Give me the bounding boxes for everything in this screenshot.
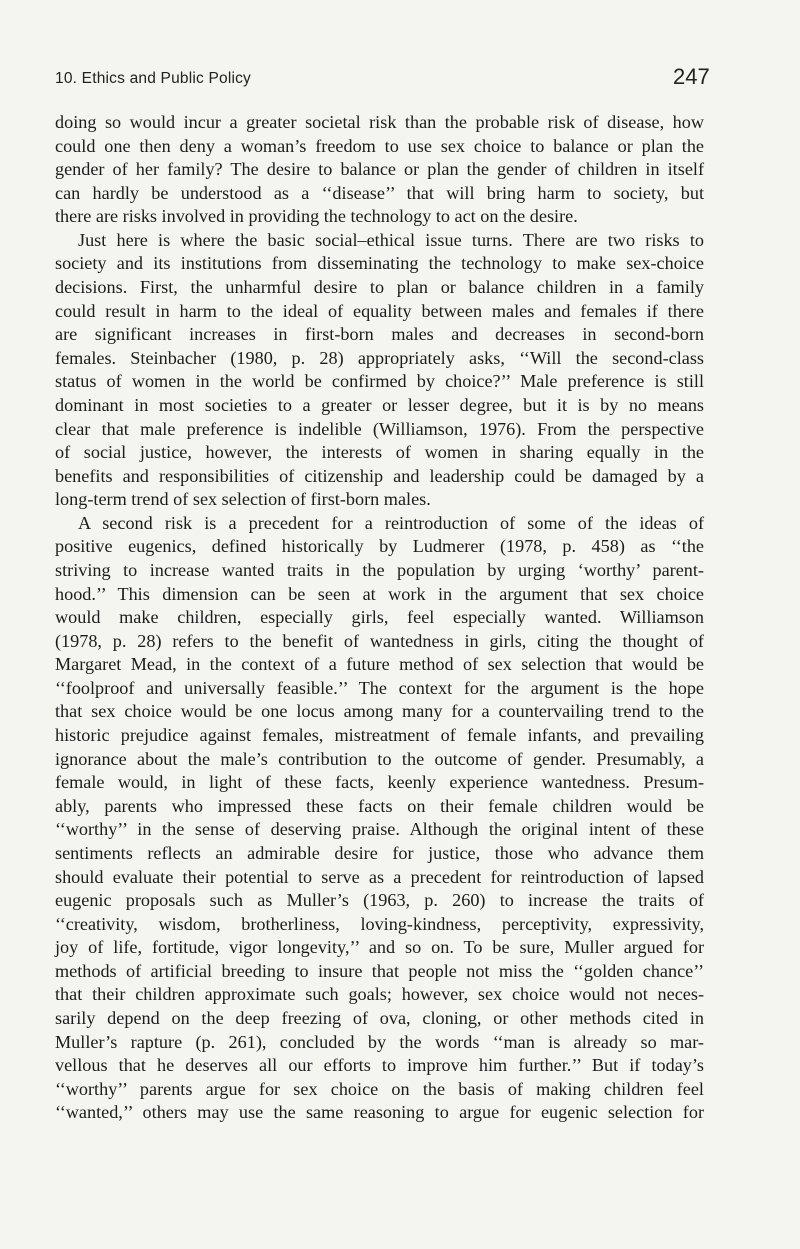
text-line: ‘‘worthy’’ parents argue for sex choice on the basis of making children feel [55, 1078, 704, 1099]
text-line: there are risks involved in providing the technology to act on the desire. [55, 206, 578, 227]
text-line: are significant increases in first-born males and decreases in second-born [55, 324, 704, 345]
text-line: joy of life, fortitude, vigor longevity,’’ and so on. To be sure, Muller argued for [55, 937, 704, 958]
text-line: ‘‘wanted,’’ others may use the same reasoning to argue for eugenic selection for [55, 1102, 704, 1123]
text-line: of social justice, however, the interests of women in sharing equally in the [55, 442, 704, 463]
text-line: eugenic proposals such as Muller’s (1963, p. 260) to increase the traits of [55, 890, 704, 911]
running-head: 10. Ethics and Public Policy [55, 70, 252, 87]
body-text [55, 111, 704, 1125]
text-line: sentiments reflects an admirable desire for justice, those who advance them [55, 842, 704, 863]
text-line: ably, parents who impressed these facts on their female children would be [55, 795, 704, 816]
text-line: striving to increase wanted traits in the population by urging ‘worthy’ parent- [55, 559, 704, 580]
text-line: can hardly be understood as a ‘‘disease’’ that will bring harm to society, but [55, 182, 704, 203]
text-line: that sex choice would be one locus among many for a countervailing trend to the [55, 701, 704, 722]
text-line: Muller’s rapture (p. 261), concluded by the words ‘‘man is already so mar- [55, 1031, 704, 1052]
text-line: dominant in most societies to a greater or lesser degree, but it is by no means [55, 394, 704, 415]
text-line: ‘‘worthy’’ in the sense of deserving praise. Although the original intent of these [55, 819, 704, 840]
text-line: hood.’’ This dimension can be seen at work in the argument that sex choice [55, 583, 704, 604]
text-line: methods of artificial breeding to insure that people not miss the ‘‘golden chance’’ [55, 960, 704, 981]
text-line: would make children, especially girls, feel especially wanted. Williamson [55, 607, 704, 628]
text-line: Margaret Mead, in the context of a future method of sex selection that would be [55, 654, 704, 675]
text-line: could one then deny a woman’s freedom to use sex choice to balance or plan the [55, 135, 704, 156]
text-line: sarily depend on the deep freezing of ova, cloning, or other methods cited in [55, 1007, 704, 1028]
text-line: vellous that he deserves all our efforts to improve him further.’’ But if today’s [55, 1055, 704, 1076]
text-line: decisions. First, the unharmful desire to plan or balance children in a family [55, 277, 704, 298]
paragraph-start: Just here is where the basic social–ethical issue turns. There are two risks to [78, 229, 704, 250]
text-line: female would, in light of these facts, keenly experience wantedness. Presum- [55, 772, 704, 793]
text-line: could result in harm to the ideal of equality between males and females if there [55, 300, 704, 321]
text-line: benefits and responsibilities of citizenship and leadership could be damaged by a [55, 465, 704, 486]
text-line: females. Steinbacher (1980, p. 28) appropriately asks, ‘‘Will the second-class [55, 347, 704, 368]
text-line: society and its institutions from disseminating the technology to make sex-choice [55, 253, 704, 274]
text-line: positive eugenics, defined historically by Ludmerer (1978, p. 458) as ‘‘the [55, 536, 704, 557]
text-line: gender of her family? The desire to balance or plan the gender of children in itself [55, 159, 704, 180]
text-line: doing so would incur a greater societal risk than the probable risk of disease, how [55, 112, 704, 132]
text-line: long-term trend of sex selection of first-born males. [55, 489, 431, 510]
text-line: (1978, p. 28) refers to the benefit of wantedness in girls, citing the thought of [55, 630, 704, 651]
text-line: ‘‘creativity, wisdom, brotherliness, loving-kindness, perceptivity, expressivity, [55, 913, 704, 934]
paragraph-start: A second risk is a precedent for a reintroduction of some of the ideas of [78, 512, 704, 533]
page-number: 247 [673, 64, 710, 89]
text-line: ignorance about the male’s contribution to the outcome of gender. Presumably, a [55, 748, 704, 769]
text-line: that their children approximate such goals; however, sex choice would not neces- [55, 984, 704, 1005]
text-line: status of women in the world be confirmed by choice?’’ Male preference is still [55, 371, 704, 392]
text-line: ‘‘foolproof and universally feasible.’’ The context for the argument is the hope [55, 677, 704, 698]
text-line: clear that male preference is indelible (Williamson, 1976). From the perspective [55, 418, 704, 439]
text-line: should evaluate their potential to serve as a precedent for reintroduction of lapsed [55, 866, 704, 887]
text-line: historic prejudice against females, mistreatment of female infants, and prevailing [55, 725, 704, 746]
